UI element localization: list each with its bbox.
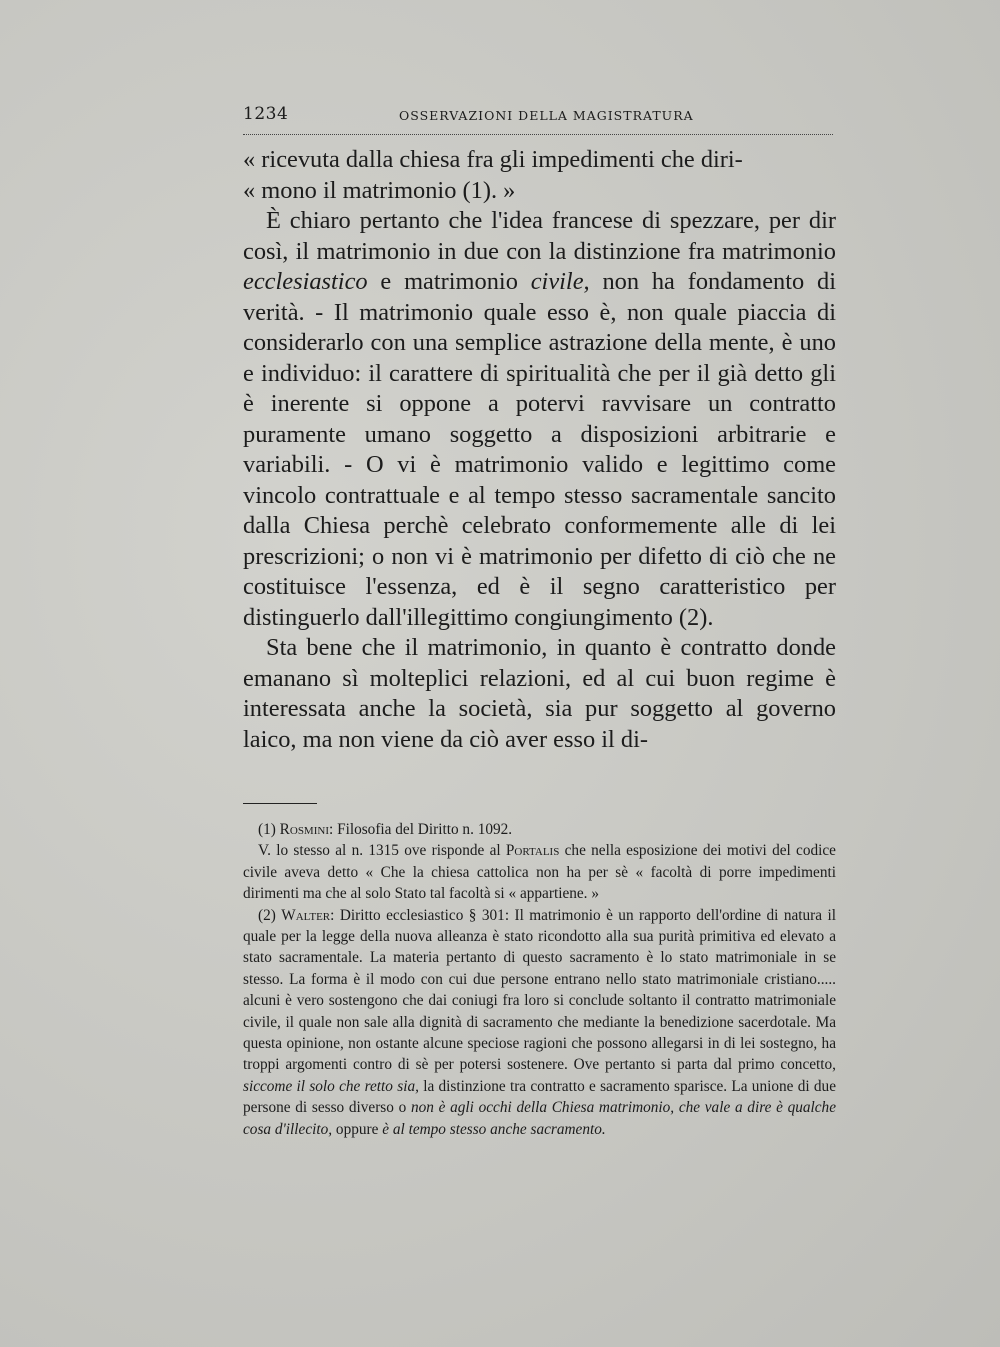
footnote-text: V. lo stesso al n. 1315 ove risponde al [258,842,506,860]
footnote-1 [243,819,836,840]
footnote-author: Portalis [505,842,560,860]
footnote-text: oppure [332,1120,383,1138]
footnote-text: che nella esposizione dei motivi del codice civile aveva detto « Che la chiesa cattolica non ha per sè « facoltà di porre impedimenti dirimenti ma che al solo Stato tal facoltà si « appartiene. » [243,842,836,903]
quote-continuation [243,145,836,206]
italic-text: ecclesiastico [243,268,368,295]
footnote-1-continuation [243,840,836,904]
footnote-number: (1) [258,821,280,838]
footnote-2 [243,905,836,1140]
paragraph-text: Sta bene che il matrimonio, in quanto è contratto donde emanano sì molteplici relazioni, ed al cui buon regime è interessata anche la società, sia pur soggetto al governo laico, ma non viene da ciò aver esso il di- [243,634,836,753]
footnote-text: : Filosofia del Diritto n. 1092. [329,821,513,838]
italic-text: siccome il solo che retto sia, [243,1077,419,1095]
paragraph-text: non ha fondamento di verità. - Il matrimonio quale esso è, non quale piaccia di considerarlo con una semplice astrazione della mente, è uno e individuo: il carattere di spiritualità che per il già detto gli è inerente si oppone a potervi ravvisare un contratto puramente umano soggetto a disposizioni arbitrarie e variabili. - O vi è matrimonio valido e legittimo come vincolo contrattuale e al tempo stesso sacramentale sancito dalla Chiesa perchè celebrato conformemente alle di lei prescrizioni; o non vi è matrimonio per difetto di ciò che ne costituisce l'essenza, ed è il segno caratteristico per distinguerlo dall'illegittimo congiungimento (2). [243,268,836,631]
quote-line: « ricevuta dalla chiesa fra gli impedimenti che diri- [243,146,743,173]
page-header [243,104,833,135]
paragraph-text: e matrimonio [367,268,531,295]
running-head: OSSERVAZIONI DELLA MAGISTRATURA [399,108,694,123]
page-number: 1234 [243,104,289,124]
paragraph-text: È chiaro pertanto che l'idea francese di spezzare, per dir così, il matrimonio in due con la distinzione fra matrimonio [243,207,836,265]
paragraph [243,206,836,633]
italic-text: non è agli occhi della Chiesa matrimonio, che vale a dire è qualche cosa d'illecito, [243,1099,836,1138]
footnote-number: (2) [258,906,282,924]
footnote-text: la distinzione tra contratto e sacramento sparisce. La unione di due persone di sesso diverso o [243,1077,836,1117]
footnote-author: Rosmini [279,821,329,838]
quote-line: « mono il matrimonio (1). » [243,176,516,204]
footnotes [243,819,836,1140]
body-text [243,145,836,755]
footnote-rule [243,803,317,804]
footnote-author: Walter [281,906,331,924]
italic-text: civile, [530,268,590,295]
paragraph [243,633,836,755]
italic-text: è al tempo stesso anche sacramento. [382,1120,606,1138]
footnote-text: : Diritto ecclesiastico § 301: Il matrimonio è un rapporto dell'ordine di natura il quale per la legge della nuova alleanza è stato ricondotto alla sua purità primitiva ed elevato a stato sacramentale. La materia pertanto di questo sacramento è lo stato matrimoniale in se stesso. La forma è il modo con cui due persone entrano nello stato matrimoniale cristiano..... alcuni è vero sostengono che dai coniugi fra loro si conclude soltanto il contratto matrimoniale civile, il quale non sale alla dignità di sacramento che mediante la benedizione sacerdotale. Ma questa opinione, non ostante alcune speciose ragioni che possono allegarsi in di lei sostegno, ha troppi argomenti contro di sè per potersi sostenere. Ove pertanto si parta dal primo concetto, [243,906,836,1074]
